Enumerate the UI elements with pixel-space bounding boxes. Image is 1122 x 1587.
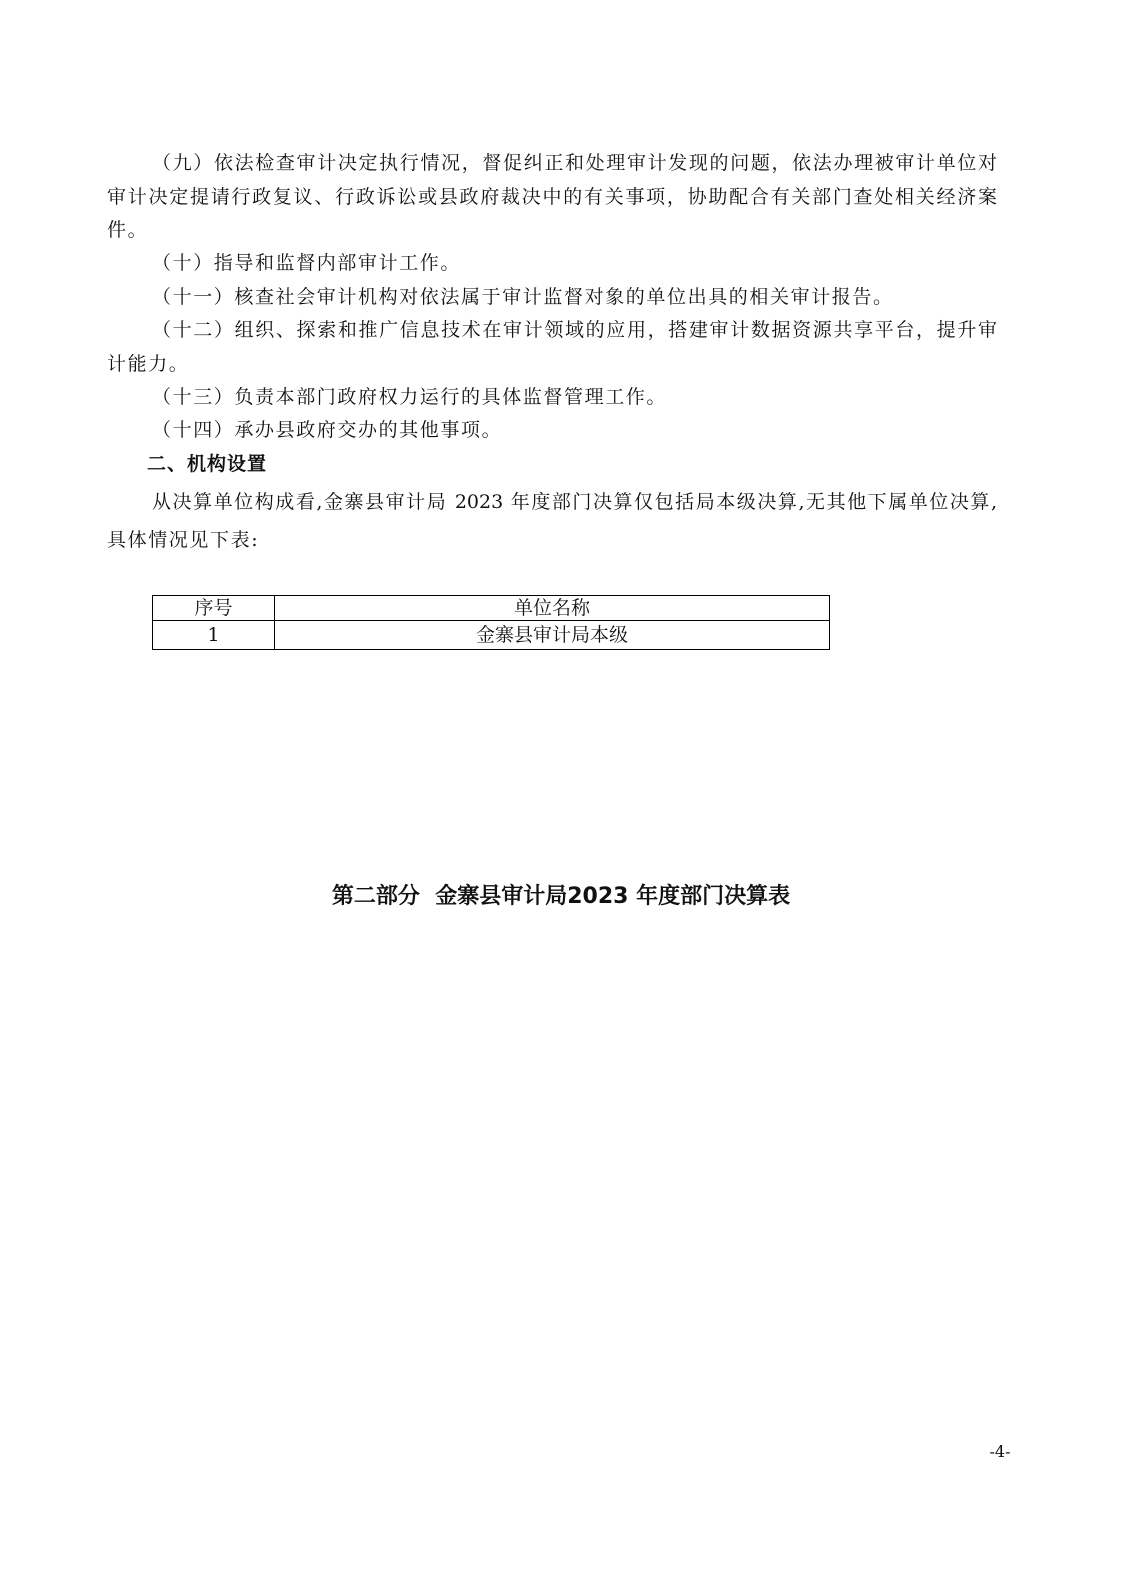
section2-text-line1: 从决算单位构成看,金寨县审计局 2023 年度部门决算仅包括局本级决算,无其他下属单位决算, bbox=[152, 491, 997, 513]
table-cell-unit-name: 金寨县审计局本级 bbox=[275, 621, 830, 650]
table-row bbox=[153, 621, 830, 650]
page-number: -4- bbox=[989, 1442, 1011, 1461]
paragraph-item14: （十四）承办县政府交办的其他事项。 bbox=[152, 419, 503, 441]
section2-text-line2: 具体情况见下表: bbox=[107, 529, 260, 551]
paragraph-item12-line1: （十二）组织、探索和推广信息技术在审计领域的应用，搭建审计数据资源共享平台，提升审 bbox=[152, 319, 997, 341]
part2-title: 第二部分 金寨县审计局2023 年度部门决算表 bbox=[331, 884, 791, 909]
paragraph-item9-line1: （九）依法检查审计决定执行情况，督促纠正和处理审计发现的问题，依法办理被审计单位对 bbox=[152, 152, 997, 174]
paragraph-item13: （十三）负责本部门政府权力运行的具体监督管理工作。 bbox=[152, 386, 668, 408]
paragraph-item9-line3: 件。 bbox=[107, 219, 149, 241]
section-heading-organization: 二、机构设置 bbox=[147, 453, 268, 475]
table-cell-seq: 1 bbox=[153, 621, 275, 650]
paragraph-item11: （十一）核查社会审计机构对依法属于审计监督对象的单位出具的相关审计报告。 bbox=[152, 286, 894, 308]
unit-table bbox=[152, 595, 830, 650]
paragraph-item12-line2: 计能力。 bbox=[107, 353, 190, 375]
paragraph-item10: （十）指导和监督内部审计工作。 bbox=[152, 252, 462, 274]
paragraph-item9-line2: 审计决定提请行政复议、行政诉讼或县政府裁决中的有关事项，协助配合有关部门查处相关经济案 bbox=[107, 186, 997, 208]
table-header-unit-name: 单位名称 bbox=[275, 596, 830, 621]
table-header-seq: 序号 bbox=[153, 596, 275, 621]
table-header-row bbox=[153, 596, 830, 621]
